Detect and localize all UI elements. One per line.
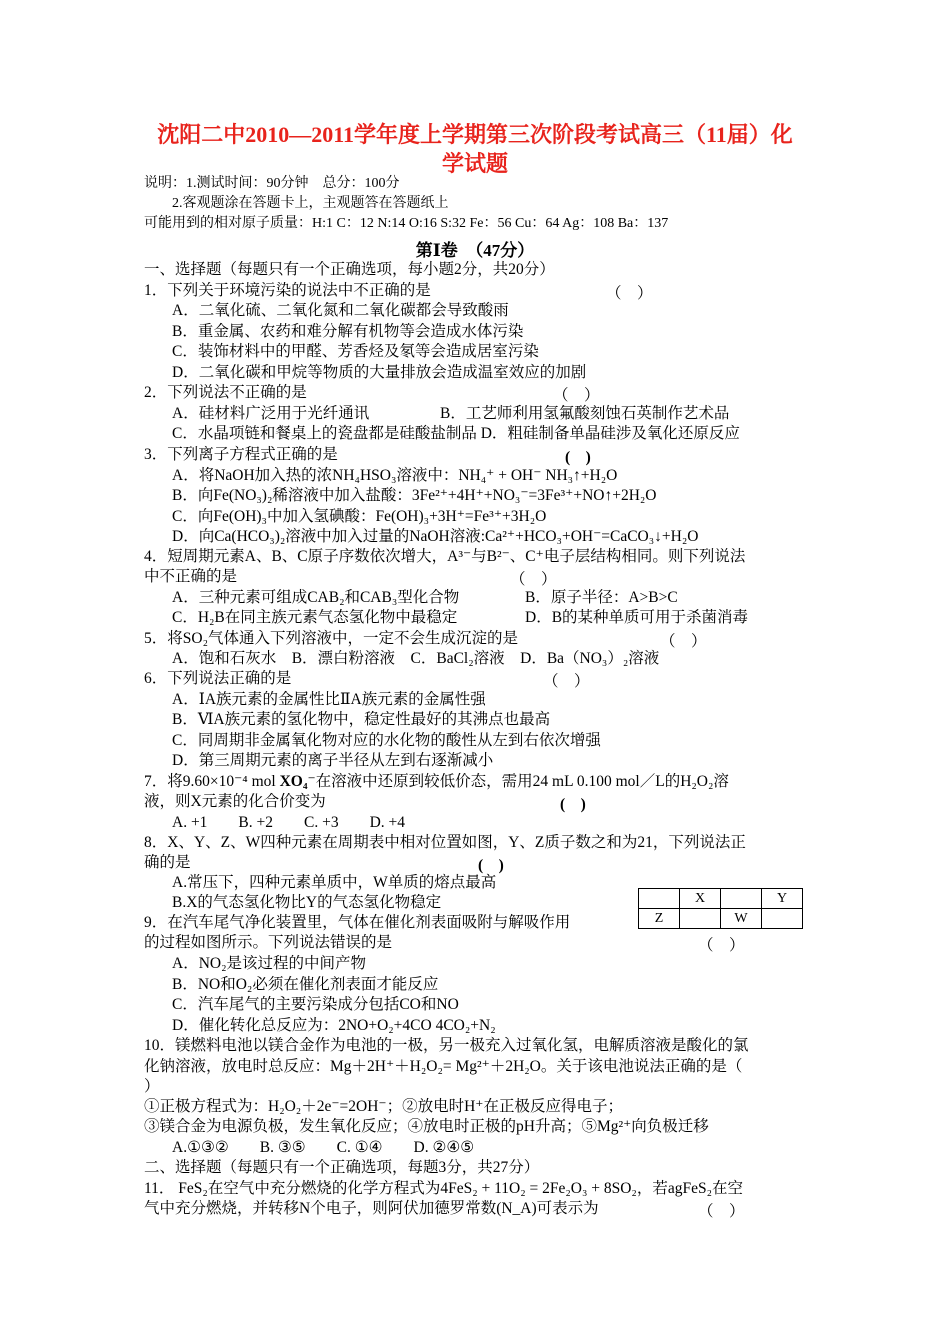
q10-stem-line1: 10．镁燃料电池以镁合金作为电池的一极，另一极充入过氧化氢，电解质溶液是酸化的氯 xyxy=(144,1037,749,1054)
periodic-position-table xyxy=(638,888,803,929)
q1-option-b: B．重金属、农药和难分解有机物等会造成水体污染 xyxy=(172,323,524,340)
part-one-heading: 第Ⅰ卷 （47分） xyxy=(415,241,535,260)
q6-stem: 6．下列说法正确的是 xyxy=(144,670,292,687)
q7-stem-part2: ⁻在溶液中还原到较低价态，需用24 mL 0.100 mol／L的H₂O₂溶 xyxy=(307,773,729,790)
q9-answer-paren: （ ） xyxy=(698,937,745,954)
q1-stem: 1．下列关于环境污染的说法中不正确的是 xyxy=(144,282,431,299)
q9-option-c: C．汽车尾气的主要污染成分包括CO和NO xyxy=(172,996,459,1013)
q10-statements-line1: ①正极方程式为：H₂O₂＋2e⁻=2OH⁻；②放电时H⁺在正极反应得电子； xyxy=(144,1098,623,1115)
section-two-heading: 二、选择题（每题只有一个正确选项，每题3分，共27分） xyxy=(144,1159,540,1176)
table-cell-z: Z xyxy=(639,909,680,929)
q2-answer-paren: （ ） xyxy=(553,387,600,404)
q2-option-b: B．工艺师利用氢氟酸刻蚀石英制作艺术品 xyxy=(440,405,730,422)
q9-stem-line1: 9．在汽车尾气净化装置里，气体在催化剂表面吸附与解吸作用 xyxy=(144,914,571,931)
q11-stem-line2: 气中充分燃烧，并转移N个电子，则阿伏加德罗常数(N_A)可表示为 xyxy=(144,1200,599,1217)
q6-answer-paren: （ ） xyxy=(543,673,590,690)
q7-answer-paren: ( ) xyxy=(560,796,586,813)
q10-stem-line2: 化钠溶液，放电时总反应：Mg＋2H⁺＋H₂O₂= Mg²⁺＋2H₂O。关于该电池说法正确的是（ xyxy=(144,1058,743,1075)
q6-option-d: D．第三周期元素的离子半径从左到右逐渐减小 xyxy=(172,752,494,769)
q9-option-b: B．NO和O₂必须在催化剂表面才能反应 xyxy=(172,976,439,993)
q7-stem-line1 xyxy=(144,772,729,792)
q8-answer-paren: ( ) xyxy=(478,857,504,874)
q2-option-c-d: C．水晶项链和餐桌上的瓷盘都是硅酸盐制品 D．粗硅制备单晶硅涉及氧化还原反应 xyxy=(172,425,740,442)
q7-options: A. +1 B. +2 C. +3 D. +4 xyxy=(172,814,406,831)
q11-answer-paren: （ ） xyxy=(698,1203,745,1220)
q9-option-d: D．催化转化总反应为：2NO+O₂+4CO 4CO₂+N₂ xyxy=(172,1017,496,1034)
q4-stem-line1: 4．短周期元素A、B、C原子序数依次增大，A³⁻与B²⁻、C⁺电子层结构相同。则下列说法 xyxy=(144,548,746,565)
q4-option-c: C．H₂B在同主族元素气态氢化物中最稳定 xyxy=(172,609,458,626)
q2-option-a: A．硅材料广泛用于光纤通讯 xyxy=(172,405,370,422)
q1-option-d: D．二氧化碳和甲烷等物质的大量排放会造成温室效应的加剧 xyxy=(172,364,587,381)
q1-answer-paren: （ ） xyxy=(606,285,653,302)
q4-option-d: D．B的某种单质可用于杀菌消毒 xyxy=(525,609,749,626)
q3-option-d: D．向Ca(HCO₃)₂溶液中加入过量的NaOH溶液:Ca²⁺+HCO₃+OH⁻=CaCO₃↓+H₂O xyxy=(172,528,699,545)
q4-option-b: B．原子半径：A>B>C xyxy=(525,589,678,606)
q6-option-b: B．ⅥA族元素的氢化物中，稳定性最好的其沸点也最高 xyxy=(172,711,551,728)
q4-stem-line2: 中不正确的是 xyxy=(144,568,238,585)
q6-option-a: A．ⅠA族元素的金属性比ⅡA族元素的金属性强 xyxy=(172,691,486,708)
table-cell xyxy=(721,889,762,909)
table-cell xyxy=(762,909,803,929)
q3-option-a: A．将NaOH加入热的浓NH₄HSO₃溶液中：NH₄⁺ + OH⁻ NH₃↑+H₂O xyxy=(172,467,618,484)
table-cell xyxy=(680,909,721,929)
q1-option-c: C．装饰材料中的甲醛、芳香烃及氡等会造成居室污染 xyxy=(172,343,539,360)
table-cell xyxy=(639,889,680,909)
q4-answer-paren: （ ） xyxy=(510,571,557,588)
q11-stem-line1: 11． FeS₂在空气中充分燃烧的化学方程式为4FeS₂ + 11O₂ = 2Fe₂O₃ + 8SO₂，若agFeS₂在空 xyxy=(144,1180,743,1197)
table-row xyxy=(639,889,803,909)
q1-option-a: A．二氧化硫、二氧化氮和二氧化碳都会导致酸雨 xyxy=(172,302,509,319)
q7-stem-formula: XO₄ xyxy=(279,773,308,790)
table-cell-y: Y xyxy=(762,889,803,909)
q10-stem-line3: ） xyxy=(144,1078,160,1095)
note-answer-sheet: 2.客观题涂在答题卡上，主观题答在答题纸上 xyxy=(172,196,449,211)
q5-answer-paren: （ ） xyxy=(660,633,707,650)
q10-statements-line2: ③镁合金为电源负极，发生氧化反应；④放电时正极的pH升高；⑤Mg²⁺向负极迁移 xyxy=(144,1118,709,1135)
q5-stem: 5．将SO₂气体通入下列溶液中，一定不会生成沉淀的是 xyxy=(144,630,518,647)
q3-option-c: C．向Fe(OH)₃中加入氢碘酸：Fe(OH)₃+3H⁺=Fe³⁺+3H₂O xyxy=(172,508,547,525)
exam-title-line1: 沈阳二中2010—2011学年度上学期第三次阶段考试高三（11届）化 xyxy=(157,122,793,147)
table-row xyxy=(639,909,803,929)
q8-option-b: B.X的气态氢化物比Y的气态氢化物稳定 xyxy=(172,894,442,911)
q3-answer-paren: ( ) xyxy=(565,449,591,466)
q5-options: A．饱和石灰水 B．漂白粉溶液 C．BaCl₂溶液 D．Ba（NO₃）₂溶液 xyxy=(172,650,660,667)
q9-stem-line2: 的过程如图所示。下列说法错误的是 xyxy=(144,934,393,951)
q3-option-b: B．向Fe(NO₃)₂稀溶液中加入盐酸：3Fe²⁺+4H⁺+NO₃⁻=3Fe³⁺+NO↑+2H₂O xyxy=(172,487,657,504)
q2-stem: 2．下列说法不正确的是 xyxy=(144,384,307,401)
section-one-heading: 一、选择题（每题只有一个正确选项，每小题2分，共20分） xyxy=(144,261,555,278)
q9-option-a: A．NO₂是该过程的中间产物 xyxy=(172,955,366,972)
q8-stem-line1: 8．X、Y、Z、W四种元素在周期表中相对位置如图，Y、Z质子数之和为21，下列说法正 xyxy=(144,834,746,851)
q3-stem: 3．下列离子方程式正确的是 xyxy=(144,446,338,463)
q7-stem-part1: 7．将9.60×10⁻⁴ mol xyxy=(144,773,280,790)
q10-options: A.①③② B. ③⑤ C. ①④ D. ②④⑤ xyxy=(172,1139,475,1156)
table-cell-w: W xyxy=(721,909,762,929)
note-atomic-masses: 可能用到的相对原子质量：H:1 C：12 N:14 O:16 S:32 Fe：56 Cu：64 Ag：108 Ba：137 xyxy=(144,216,669,231)
q8-stem-line2: 确的是 xyxy=(144,854,191,871)
q6-option-c: C．同周期非金属氧化物对应的水化物的酸性从左到右依次增强 xyxy=(172,732,601,749)
q4-option-a: A．三种元素可组成CAB₂和CAB₃型化合物 xyxy=(172,589,460,606)
q8-option-a: A.常压下，四种元素单质中，W单质的熔点最高 xyxy=(172,874,497,891)
exam-title-line2: 学试题 xyxy=(441,151,508,176)
note-time-score: 说明：1.测试时间：90分钟 总分：100分 xyxy=(144,176,400,191)
table-cell-x: X xyxy=(680,889,721,909)
q7-stem-line2: 液，则X元素的化合价变为 xyxy=(144,793,326,810)
